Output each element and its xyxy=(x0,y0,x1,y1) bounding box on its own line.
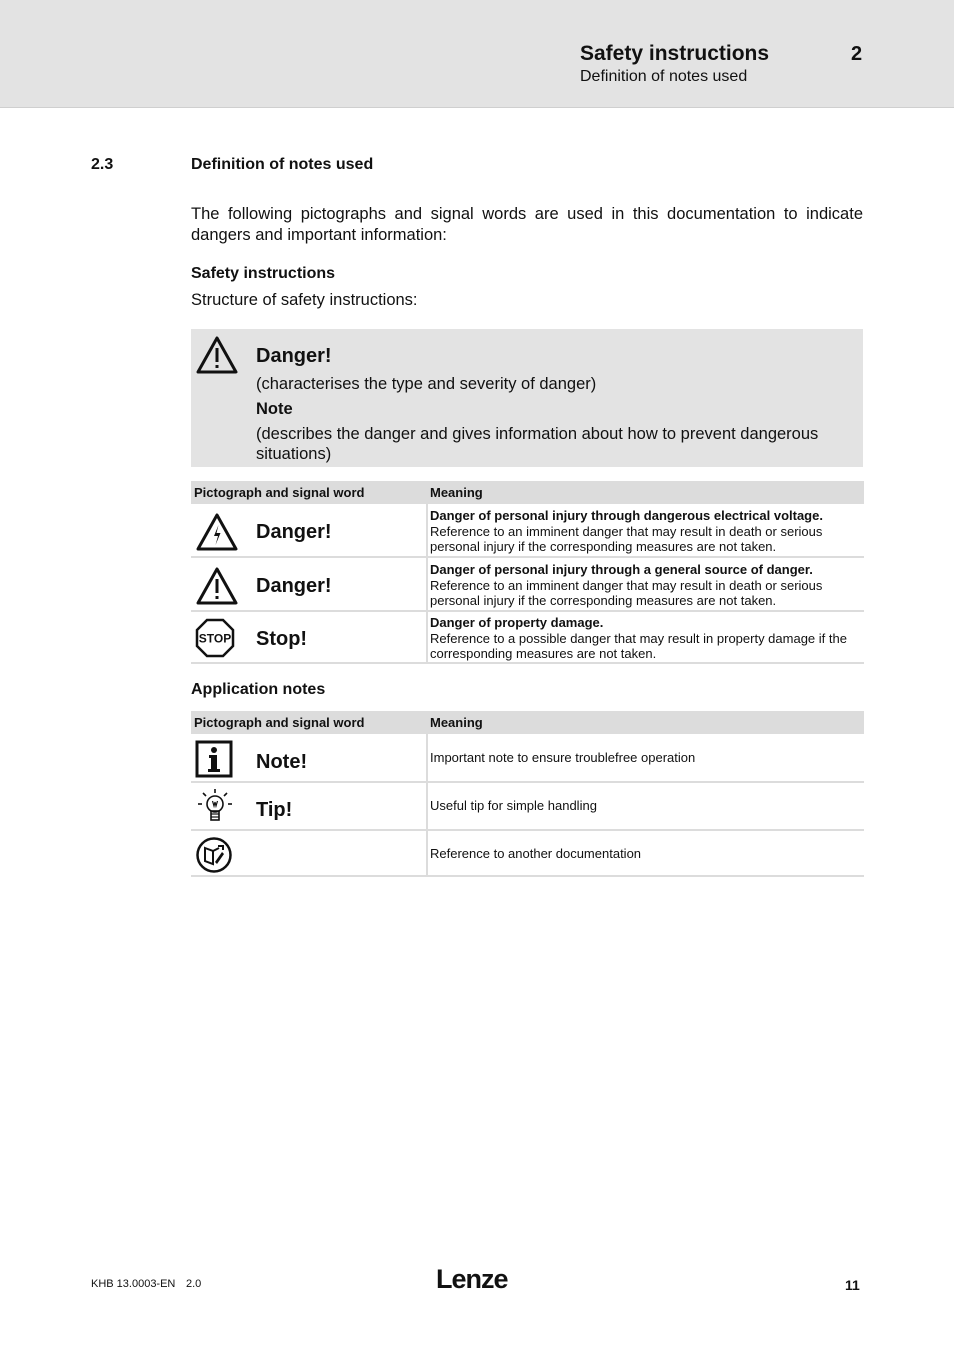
footer-doc-id: KHB 13.0003-EN xyxy=(91,1278,176,1290)
meaning-text: Important note to ensure troublefree operation xyxy=(430,750,696,765)
safety-instructions-heading: Safety instructions xyxy=(191,265,336,282)
intro-paragraph: The following pictographs and signal words are used in this documentation to indicate dangers and important information: xyxy=(191,205,863,244)
header-subtitle: Definition of notes used xyxy=(580,68,748,85)
table-row xyxy=(191,558,864,612)
structure-signal-word: Danger! xyxy=(256,345,332,367)
structure-note-label: Note xyxy=(256,400,293,418)
meaning-text: Useful tip for simple handling xyxy=(430,798,597,813)
warning-triangle-icon xyxy=(195,335,239,375)
section-number: 2.3 xyxy=(91,156,114,173)
chapter-number: 2 xyxy=(851,43,863,65)
page-header xyxy=(0,0,954,108)
footer-version: 2.0 xyxy=(186,1278,202,1290)
lenze-logo: Lenze xyxy=(436,1264,508,1294)
meaning-title: Danger of property damage. xyxy=(430,615,604,630)
meaning-text: Reference to another documentation xyxy=(430,846,642,861)
structure-text: Structure of safety instructions: xyxy=(191,291,418,309)
application-notes-table xyxy=(191,711,864,877)
safety-notes-table xyxy=(191,481,864,664)
meaning-text: Reference to an imminent danger that may result in death or serious personal injury if the corresponding measures are not taken. xyxy=(430,577,823,608)
meaning-title: Danger of personal injury through a general source of danger. xyxy=(430,562,813,577)
header-title: Safety instructions xyxy=(580,42,770,65)
meaning-cell xyxy=(430,615,862,662)
signal-word: Danger! xyxy=(256,521,332,543)
section-title: Definition of notes used xyxy=(191,156,374,173)
svg-text:STOP: STOP xyxy=(198,631,232,646)
structure-note-description: (describes the danger and gives information about how to prevent dangerous situations) xyxy=(256,425,819,463)
table-row xyxy=(191,504,864,558)
stop-sign-icon xyxy=(195,618,235,658)
signal-word: Stop! xyxy=(256,628,308,650)
table-row xyxy=(191,831,864,877)
safety-structure-box xyxy=(191,329,863,467)
meaning-cell xyxy=(430,562,862,609)
header-meaning: Meaning xyxy=(430,485,483,500)
lightbulb-icon xyxy=(195,787,235,827)
table-header xyxy=(191,481,864,504)
header-pictograph: Pictograph and signal word xyxy=(194,485,365,500)
table-row xyxy=(191,783,864,831)
header-meaning: Meaning xyxy=(430,715,483,730)
info-icon xyxy=(195,740,233,778)
meaning-cell xyxy=(430,508,862,555)
application-notes-heading: Application notes xyxy=(191,681,326,698)
signal-word: Danger! xyxy=(256,575,332,597)
signal-word: Note! xyxy=(256,751,308,773)
reference-book-icon xyxy=(195,836,233,874)
meaning-title: Danger of personal injury through dangerous electrical voltage. xyxy=(430,508,823,523)
general-hazard-icon xyxy=(195,566,239,606)
electrical-hazard-icon xyxy=(195,512,239,552)
table-header xyxy=(191,711,864,734)
signal-word: Tip! xyxy=(256,799,293,821)
meaning-text: Reference to an imminent danger that may result in death or serious personal injury if the corresponding measures are not taken. xyxy=(430,523,823,554)
meaning-text: Reference to a possible danger that may result in property damage if the corresponding measures are not taken. xyxy=(430,630,847,661)
table-row xyxy=(191,734,864,783)
table-row xyxy=(191,612,864,664)
structure-danger-description: (characterises the type and severity of danger) xyxy=(256,375,597,393)
header-pictograph: Pictograph and signal word xyxy=(194,715,365,730)
page-number: 11 xyxy=(845,1277,860,1293)
